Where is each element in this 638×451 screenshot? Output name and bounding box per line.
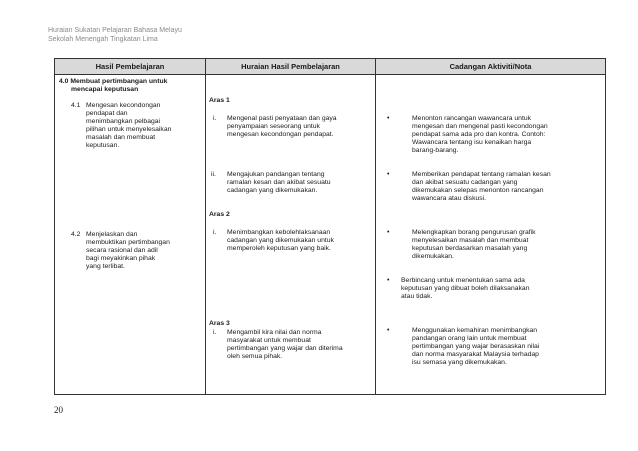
huraian-1-line: Mengenal pasti penyataan dan gaya [227, 115, 337, 122]
aras-2-label: Aras 2 [209, 211, 230, 218]
cadangan-1-line: Wawancara tentang isu kenaikan harga [412, 139, 532, 146]
bullet: • [387, 115, 390, 122]
huraian-3-line: memperoleh keputusan yang baik. [227, 245, 331, 252]
huraian-4-line: masyarakat untuk membuat [227, 337, 311, 344]
cadangan-2-line: Memberikan pendapat tentang ramalan kesan [412, 171, 551, 178]
col-header-hasil: Hasil Pembelajaran [55, 59, 206, 75]
cadangan-4-line: atau tidak. [401, 293, 433, 300]
item-4-2-line: Menjelaskan dan [86, 231, 138, 238]
table-header-row [55, 59, 606, 75]
item-4-2-number: 4.2 [71, 231, 81, 238]
cadangan-5-line: isu semasa yang dikemukakan. [412, 359, 507, 366]
item-4-1-line: pendapat dan [86, 110, 128, 117]
huraian-3-line: Menimbangkan kebolehlaksanaan [227, 229, 331, 236]
page-number: 20 [54, 405, 63, 415]
cadangan-2-line: wawancara atau diskusi. [412, 195, 487, 202]
cadangan-3-line: keputusan berdasarkan masalah yang [412, 245, 528, 252]
huraian-2-line: cadangan yang dikemukakan. [227, 187, 318, 194]
huraian-2-line: Mengajukan pandangan tentang [227, 171, 325, 178]
item-4-1-line: pilihan untuk menyelesaikan [86, 126, 172, 133]
item-4-2-line: yang terlibat. [86, 263, 125, 270]
item-4-2-line: membuktikan pertimbangan [86, 239, 170, 246]
item-4-2-line: bagi meyakinkan pihak [86, 255, 156, 262]
item-4-1-number: 4.1 [71, 102, 81, 109]
aras-3-label: Aras 3 [209, 320, 230, 327]
huraian-1-number: i. [213, 115, 217, 122]
item-4-1-line: Mengesan kecondongan [86, 102, 161, 109]
cadangan-1-line: Menonton rancangan wawancara untuk [412, 115, 532, 122]
cadangan-1-line: barang-barang. [412, 147, 459, 154]
col-header-cadangan: Cadangan Aktiviti/Nota [376, 59, 606, 75]
cadangan-3-line: menyelesaikan masalah dan membuat [412, 237, 529, 244]
cadangan-5-line: pertimbangan yang wajar berasaskan nilai [412, 343, 540, 350]
huraian-3-line: cadangan yang dikemukakan untuk [227, 237, 334, 244]
header-line-1: Huraian Sukatan Pelajaran Bahasa Melayu [48, 27, 182, 34]
huraian-4-number: i. [213, 329, 217, 336]
cadangan-2-line: dan akibat sesuatu cadangan yang [412, 179, 518, 186]
huraian-cell [206, 75, 376, 395]
document-header [48, 26, 182, 44]
cadangan-5-line: pandangan orang lain untuk membuat [412, 335, 527, 342]
cadangan-2-line: dikemukakan selepas menonton rancangan [412, 187, 544, 194]
item-4-1-line: keputusan. [86, 142, 120, 149]
cadangan-5-line: dan norma masyarakat Malaysia terhadap [412, 351, 539, 358]
item-4-1-line: masalah dan membuat [86, 134, 156, 141]
cadangan-4-line: Berbincang untuk menentukan sama ada [401, 277, 525, 284]
bullet: • [387, 171, 390, 178]
cadangan-4-line: keputusan yang dibuat boleh dilaksanakan [401, 285, 530, 292]
header-line-2: Sekolah Menengah Tingkatan Lima [48, 36, 158, 43]
bullet: • [387, 277, 390, 284]
col-header-huraian: Huraian Hasil Pembelajaran [206, 59, 376, 75]
huraian-4-line: pertimbangan yang wajar dan diterima [227, 345, 343, 352]
huraian-4-line: oleh semua pihak. [227, 353, 283, 360]
item-4-1-line: menimbangkan pelbagai [86, 118, 161, 125]
huraian-2-number: ii. [211, 171, 216, 178]
cadangan-1-line: pendapat sama ada pro dan kontra. Contoh: [412, 131, 546, 138]
bullet: • [387, 327, 390, 334]
cadangan-5-line: Menggunakan kemahiran menimbangkan [412, 327, 538, 334]
huraian-3-number: i. [213, 229, 217, 236]
cadangan-3-line: Melengkapkan borang pengurusan grafik [412, 229, 536, 236]
huraian-1-line: mengesan kecondongan pendapat. [227, 131, 334, 138]
table-row [55, 75, 606, 395]
hasil-heading-2: mencapai keputusan [71, 86, 139, 93]
cadangan-3-line: dikemukakan. [412, 253, 454, 260]
hasil-cell [55, 75, 206, 395]
huraian-2-line: ramalan kesan dan akibat sesuatu [227, 179, 331, 186]
hasil-heading-1: 4.0 Membuat pertimbangan untuk [59, 78, 168, 85]
huraian-4-line: Mengambil kira nilai dan norma [227, 329, 322, 336]
cadangan-1-line: mengesan dan mengenal pasti kecondongan [412, 123, 548, 130]
cadangan-cell [376, 75, 606, 395]
item-4-2-line: secara rasional dan adil [86, 247, 158, 254]
aras-1-label: Aras 1 [209, 97, 230, 104]
huraian-1-line: penyampaian seseorang untuk [227, 123, 320, 130]
curriculum-table [54, 58, 606, 395]
bullet: • [387, 229, 390, 236]
